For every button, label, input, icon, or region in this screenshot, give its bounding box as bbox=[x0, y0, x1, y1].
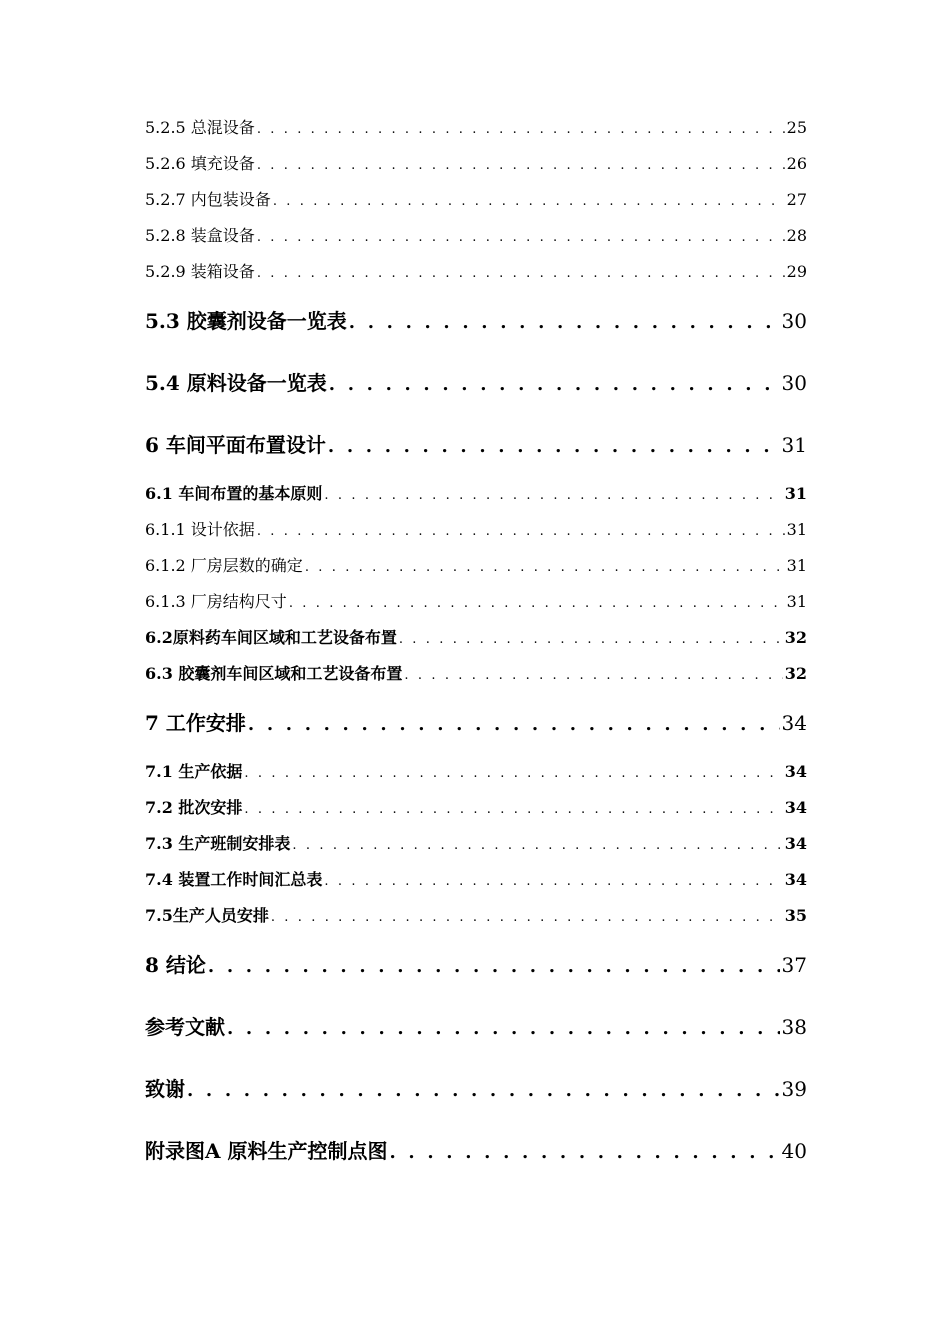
toc-leader-dots bbox=[257, 514, 785, 548]
toc-leader-dots bbox=[389, 1122, 779, 1182]
toc-leader-dots bbox=[399, 622, 783, 656]
toc-leader-dots bbox=[271, 900, 783, 934]
toc-entry-page: 34 bbox=[784, 834, 807, 853]
toc-entry-title: 6.1.1 设计依据 bbox=[145, 520, 255, 539]
toc-entry[interactable] bbox=[145, 826, 807, 862]
toc-leader-dots bbox=[324, 478, 782, 512]
toc-entry-title: 5.3 胶囊剂设备一览表 bbox=[145, 309, 347, 333]
toc-entry-title: 6 车间平面布置设计 bbox=[145, 433, 326, 457]
toc-entry-title: 7.4 装置工作时间汇总表 bbox=[145, 870, 323, 889]
toc-entry-title: 7.1 生产依据 bbox=[145, 762, 243, 781]
toc-leader-dots bbox=[305, 550, 785, 584]
toc-entry[interactable] bbox=[145, 146, 807, 182]
toc-entry[interactable] bbox=[145, 996, 807, 1058]
toc-entry-page: 34 bbox=[784, 798, 807, 817]
toc-entry-title: 7 工作安排 bbox=[145, 711, 246, 735]
toc-entry[interactable] bbox=[145, 414, 807, 476]
toc-entry-page: 34 bbox=[784, 870, 807, 889]
toc-entry-page: 29 bbox=[786, 262, 807, 281]
toc-entry-title: 7.2 批次安排 bbox=[145, 798, 243, 817]
toc-leader-dots bbox=[273, 184, 785, 218]
toc-entry[interactable] bbox=[145, 584, 807, 620]
toc-entry[interactable] bbox=[145, 862, 807, 898]
toc-entry[interactable] bbox=[145, 754, 807, 790]
toc-entry[interactable] bbox=[145, 692, 807, 754]
table-of-contents bbox=[145, 110, 807, 1182]
toc-entry[interactable] bbox=[145, 290, 807, 352]
toc-entry[interactable] bbox=[145, 512, 807, 548]
toc-entry-page: 37 bbox=[781, 953, 807, 977]
toc-entry-title: 6.2原料药车间区域和工艺设备布置 bbox=[145, 628, 397, 647]
toc-entry-page: 30 bbox=[781, 371, 807, 395]
toc-entry[interactable] bbox=[145, 352, 807, 414]
toc-entry-title: 5.4 原料设备一览表 bbox=[145, 371, 327, 395]
toc-entry-page: 35 bbox=[784, 906, 807, 925]
toc-leader-dots bbox=[244, 792, 782, 826]
toc-entry-title: 5.2.5 总混设备 bbox=[145, 118, 255, 137]
toc-leader-dots bbox=[257, 220, 785, 254]
toc-entry-title: 7.3 生产班制安排表 bbox=[145, 834, 291, 853]
toc-leader-dots bbox=[289, 586, 785, 620]
toc-entry[interactable] bbox=[145, 790, 807, 826]
toc-leader-dots bbox=[329, 354, 780, 414]
toc-entry-page: 39 bbox=[781, 1077, 807, 1101]
toc-entry-title: 附录图A 原料生产控制点图 bbox=[145, 1139, 388, 1163]
toc-entry-title: 6.1.3 厂房结构尺寸 bbox=[145, 592, 287, 611]
toc-entry-page: 31 bbox=[781, 433, 807, 457]
toc-entry-page: 40 bbox=[781, 1139, 807, 1163]
toc-leader-dots bbox=[227, 998, 780, 1058]
toc-leader-dots bbox=[324, 864, 782, 898]
toc-entry-title: 致谢 bbox=[145, 1077, 185, 1101]
toc-entry-title: 参考文献 bbox=[145, 1015, 225, 1039]
toc-entry-page: 27 bbox=[786, 190, 807, 209]
toc-entry[interactable] bbox=[145, 254, 807, 290]
toc-entry-page: 38 bbox=[781, 1015, 807, 1039]
toc-entry[interactable] bbox=[145, 934, 807, 996]
toc-leader-dots bbox=[349, 292, 780, 352]
toc-entry-page: 31 bbox=[784, 484, 807, 503]
toc-leader-dots bbox=[257, 112, 785, 146]
toc-entry-page: 31 bbox=[786, 592, 807, 611]
toc-entry-page: 34 bbox=[784, 762, 807, 781]
toc-entry[interactable] bbox=[145, 182, 807, 218]
toc-leader-dots bbox=[404, 658, 782, 692]
toc-leader-dots bbox=[292, 828, 782, 862]
toc-entry[interactable] bbox=[145, 620, 807, 656]
toc-entry-title: 6.1 车间布置的基本原则 bbox=[145, 484, 323, 503]
toc-entry[interactable] bbox=[145, 1120, 807, 1182]
toc-entry-page: 32 bbox=[784, 664, 807, 683]
toc-entry-page: 26 bbox=[786, 154, 807, 173]
toc-entry-page: 25 bbox=[786, 118, 807, 137]
toc-entry-title: 6.1.2 厂房层数的确定 bbox=[145, 556, 303, 575]
toc-entry-title: 5.2.9 装箱设备 bbox=[145, 262, 255, 281]
toc-entry-page: 28 bbox=[786, 226, 807, 245]
toc-entry[interactable] bbox=[145, 656, 807, 692]
toc-entry[interactable] bbox=[145, 476, 807, 512]
toc-entry[interactable] bbox=[145, 110, 807, 146]
toc-leader-dots bbox=[257, 256, 785, 290]
toc-leader-dots bbox=[328, 416, 780, 476]
toc-entry[interactable] bbox=[145, 898, 807, 934]
toc-entry-page: 30 bbox=[781, 309, 807, 333]
toc-entry-page: 32 bbox=[784, 628, 807, 647]
toc-entry-page: 31 bbox=[786, 556, 807, 575]
toc-entry[interactable] bbox=[145, 548, 807, 584]
toc-entry-title: 5.2.8 装盒设备 bbox=[145, 226, 255, 245]
toc-entry-title: 5.2.7 内包装设备 bbox=[145, 190, 271, 209]
toc-entry[interactable] bbox=[145, 218, 807, 254]
toc-leader-dots bbox=[208, 936, 780, 996]
toc-leader-dots bbox=[257, 148, 785, 182]
toc-entry-title: 5.2.6 填充设备 bbox=[145, 154, 255, 173]
toc-entry-title: 8 结论 bbox=[145, 953, 206, 977]
toc-entry-page: 31 bbox=[786, 520, 807, 539]
toc-leader-dots bbox=[187, 1060, 780, 1120]
toc-entry-page: 34 bbox=[781, 711, 807, 735]
toc-entry[interactable] bbox=[145, 1058, 807, 1120]
toc-entry-title: 7.5生产人员安排 bbox=[145, 906, 269, 925]
toc-leader-dots bbox=[244, 756, 782, 790]
toc-entry-title: 6.3 胶囊剂车间区域和工艺设备布置 bbox=[145, 664, 403, 683]
toc-leader-dots bbox=[248, 694, 780, 754]
